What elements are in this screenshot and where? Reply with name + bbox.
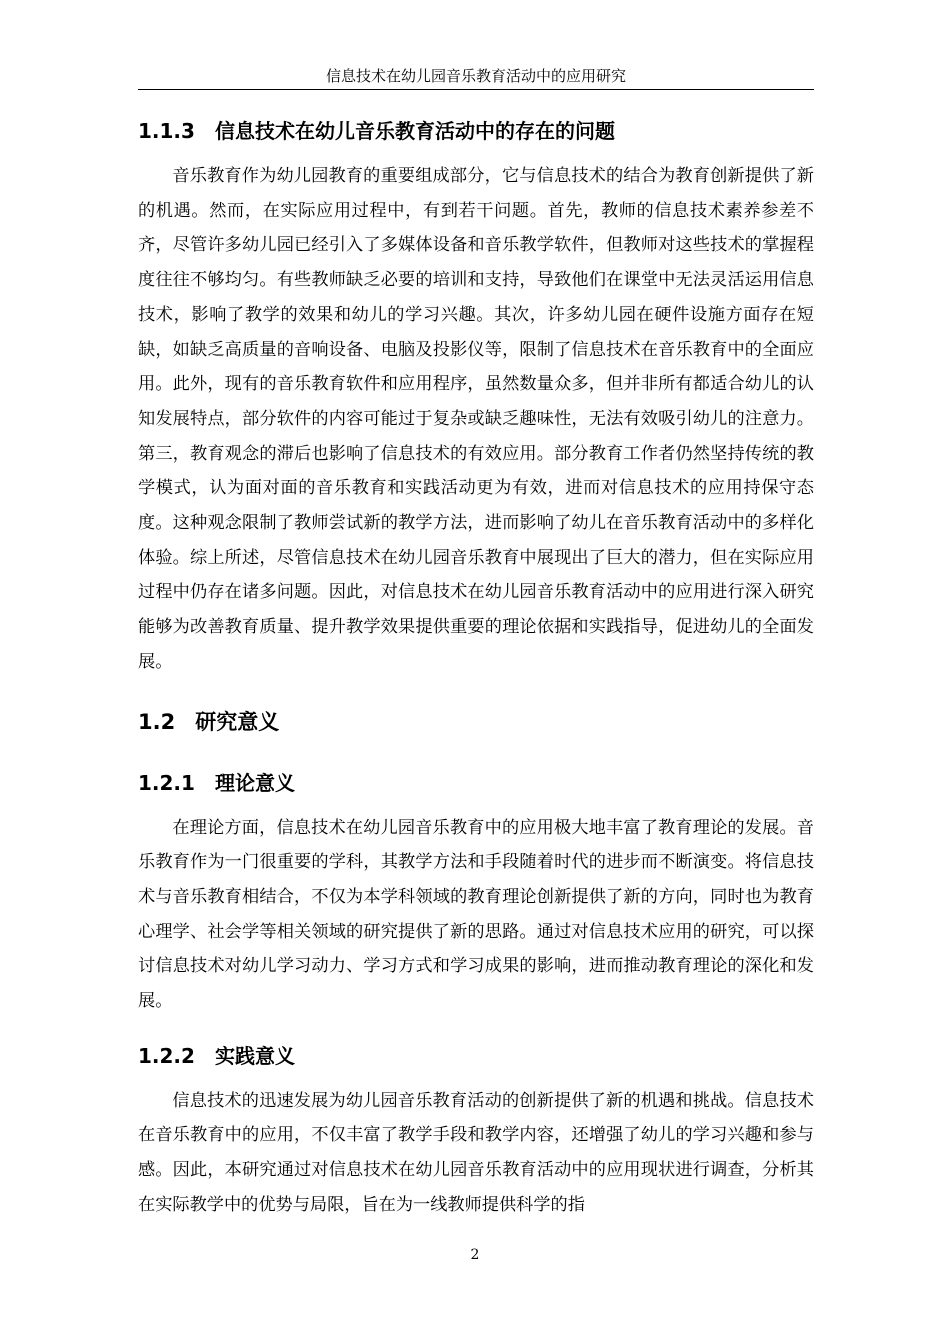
section-paragraph-1-2-1: 在理论方面，信息技术在幼儿园音乐教育中的应用极大地丰富了教育理论的发展。音乐教育作为一门很重要的学科，其教学方法和手段随着时代的进步而不断演变。将信息技术与音乐教育相结合，不仅为本学科领域的教育理论创新提供了新的方向，同时也为教育心理学、社会学等相关领域的研究提供了新的思路。通过对信息技术应用的研究，可以探讨信息技术对幼儿学习动力、学习方式和学习成果的影响，进而推动教育理论的深化和发展。 [138,817,814,1012]
section-paragraph-1-2-2: 信息技术的迅速发展为幼儿园音乐教育活动的创新提供了新的机遇和挑战。信息技术在音乐教育中的应用，不仅丰富了教学手段和教学内容，还增强了幼儿的学习兴趣和参与感。因此，本研究通过对信息技术在幼儿园音乐教育活动中的应用现状进行调查，分析其在实际教学中的优势与局限，旨在为一线教师提供科学的指 [138,1090,814,1215]
section-heading-1-2-2 [138,1033,814,1079]
section-heading-1-1-3 [138,108,814,154]
header-rule [138,89,814,90]
section-number: 1.2.2 [138,1043,195,1068]
page-content [138,108,814,1223]
section-title: 研究意义 [195,709,280,734]
section-title: 理论意义 [214,770,295,795]
section-title: 信息技术在幼儿音乐教育活动中的存在的问题 [214,119,615,143]
section-number: 1.2 [138,709,176,734]
section-number: 1.2.1 [138,770,195,795]
section-title: 实践意义 [214,1043,295,1068]
page-number: 2 [470,1247,480,1263]
running-header: 信息技术在幼儿园音乐教育活动中的应用研究 [325,67,626,85]
section-heading-1-2-1 [138,760,814,806]
section-heading-1-2 [138,698,814,746]
section-paragraph-1-1-3: 音乐教育作为幼儿园教育的重要组成部分，它与信息技术的结合为教育创新提供了新的机遇。然而，在实际应用过程中，有到若干问题。首先，教师的信息技术素养参差不齐，尽管许多幼儿园已经引入了多媒体设备和音乐教学软件，但教师对这些技术的掌握程度往往不够均匀。有些教师缺乏必要的培训和支持，导致他们在课堂中无法灵活运用信息技术，影响了教学的效果和幼儿的学习兴趣。其次，许多幼儿园在硬件设施方面存在短缺，如缺乏高质量的音响设备、电脑及投影仪等，限制了信息技术在音乐教育中的全面应用。此外，现有的音乐教育软件和应用程序，虽然数量众多，但并非所有都适合幼儿的认知发展特点，部分软件的内容可能过于复杂或缺乏趣味性，无法有效吸引幼儿的注意力。第三，教育观念的滞后也影响了信息技术的有效应用。部分教育工作者仍然坚持传统的教学模式，认为面对面的音乐教育和实践活动更为有效，进而对信息技术的应用持保守态度。这种观念限制了教师尝试新的教学方法，进而影响了幼儿在音乐教育活动中的多样化体验。综上所述，尽管信息技术在幼儿园音乐教育中展现出了巨大的潜力，但在实际应用过程中仍存在诸多问题。因此，对信息技术在幼儿园音乐教育活动中的应用进行深入研究能够为改善教育质量、提升教学效果提供重要的理论依据和实践指导，促进幼儿的全面发展。 [138,166,814,672]
section-number: 1.1.3 [138,119,195,143]
